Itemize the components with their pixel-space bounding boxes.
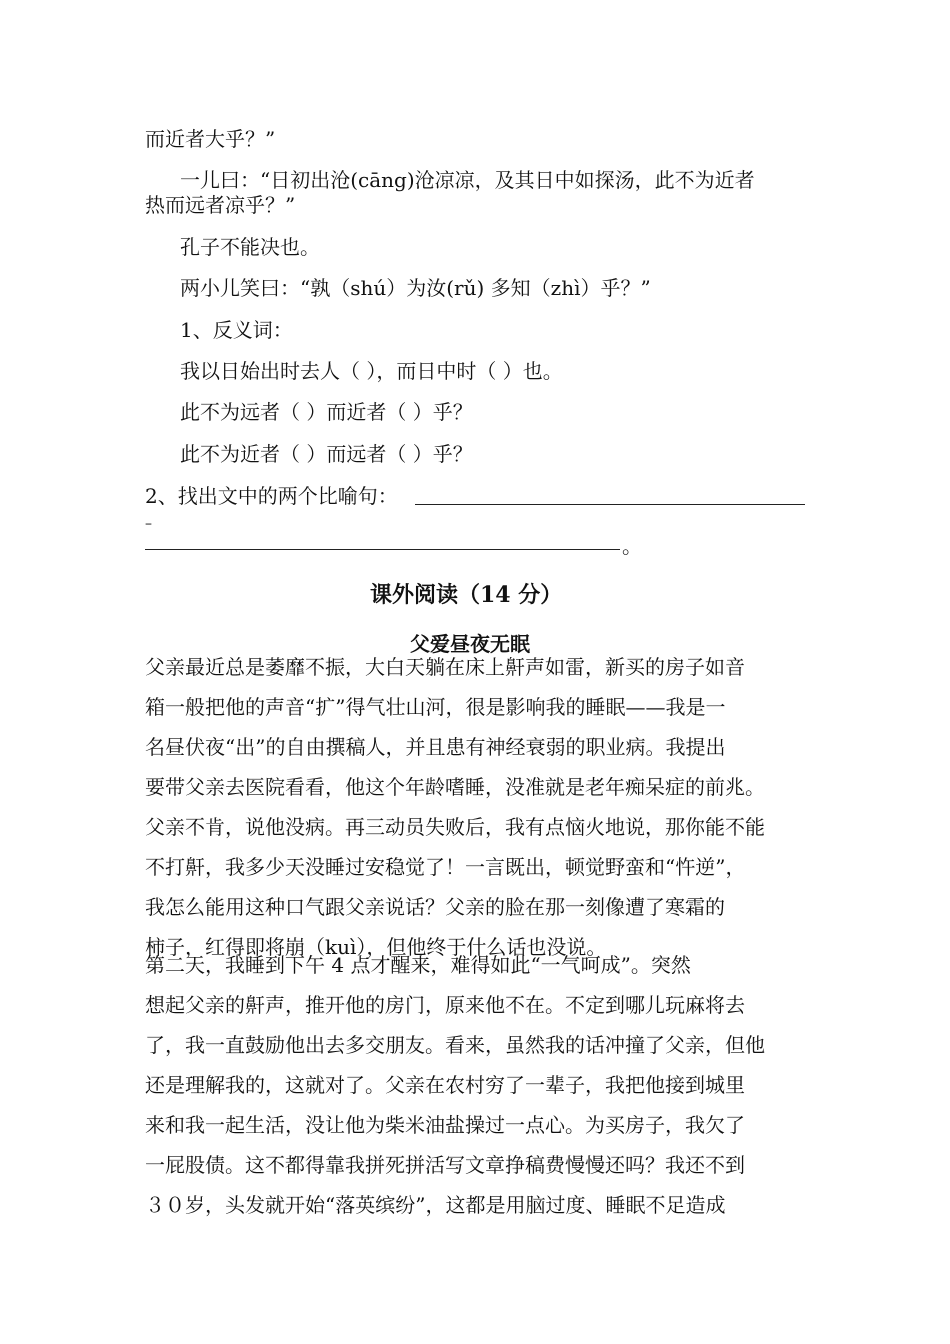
- article-line: 柿子，红得即将崩（kuì），但他终于什么话也没说。: [145, 935, 607, 959]
- question-1-item: 此不为近者（ ）而远者（ ）乎？: [180, 442, 473, 466]
- passage-line: 两小儿笑曰：“孰（shú）为汝(rǔ) 多知（zhì）乎？”: [180, 276, 651, 300]
- article-line: 第二天，我睡到下午 4 点才醒来，难得如此“一气呵成”。突然: [145, 953, 691, 977]
- article-line: ３０岁，头发就开始“落英缤纷”，这都是用脑过度、睡眠不足造成: [145, 1193, 726, 1217]
- answer-end: 。: [622, 534, 642, 558]
- article-line: 我怎么能用这种口气跟父亲说话？父亲的脸在那一刻像遭了寒霜的: [145, 895, 725, 919]
- passage-line: 热而远者凉乎？”: [145, 193, 296, 217]
- article-line: 名昼伏夜“出”的自由撰稿人，并且患有神经衰弱的职业病。我提出: [145, 735, 726, 759]
- article-line: 一屁股债。这不都得靠我拼死拼活写文章挣稿费慢慢还吗？我还不到: [145, 1153, 745, 1177]
- passage-line: 一儿曰：“日初出沧(cāng)沧凉凉，及其日中如探汤，此不为近者: [180, 168, 755, 192]
- article-paragraph-1: [145, 647, 810, 967]
- question-1-label: 1、反义词：: [180, 318, 293, 342]
- article-line: 还是理解我的，这就对了。父亲在农村穷了一辈子，我把他接到城里: [145, 1073, 745, 1097]
- article-line: 了，我一直鼓励他出去多交朋友。看来，虽然我的话冲撞了父亲，但他: [145, 1033, 765, 1057]
- article-line: 要带父亲去医院看看，他这个年龄嗜睡，没准就是老年痴呆症的前兆。: [145, 775, 765, 799]
- answer-line: [145, 535, 620, 550]
- passage-line: 孔子不能决也。: [180, 235, 320, 259]
- article-title: 父爱昼夜无眠: [410, 632, 530, 656]
- article-line: 父亲不肯，说他没病。再三动员失败后，我有点恼火地说，那你能不能: [145, 815, 765, 839]
- passage-line: 而近者大乎？”: [145, 127, 276, 151]
- question-1-item: 我以日始出时去人（ ），而日中时（ ）也。: [180, 359, 563, 383]
- article-paragraph-2: [145, 945, 810, 1225]
- answer-line: [415, 490, 805, 505]
- article-line: 不打鼾，我多少天没睡过安稳觉了！一言既出，顿觉野蛮和“忤逆”，: [145, 855, 746, 879]
- article-line: 来和我一起生活，没让他为柴米油盐操过一点心。为买房子，我欠了: [145, 1113, 745, 1137]
- article-line: 箱一般把他的声音“扩”得气壮山河，很是影响我的睡眠——我是一: [145, 695, 726, 719]
- question-1-item: 此不为远者（ ）而近者（ ）乎？: [180, 400, 473, 424]
- article-line: 父亲最近总是萎靡不振，大白天躺在床上鼾声如雷，新买的房子如音: [145, 655, 745, 679]
- section-heading: 课外阅读（14 分）: [370, 582, 563, 608]
- article-line: 想起父亲的鼾声，推开他的房门，原来他不在。不定到哪儿玩麻将去: [145, 993, 745, 1017]
- question-2-label: 2、找出文中的两个比喻句：: [145, 484, 398, 508]
- answer-dash: –: [145, 516, 152, 532]
